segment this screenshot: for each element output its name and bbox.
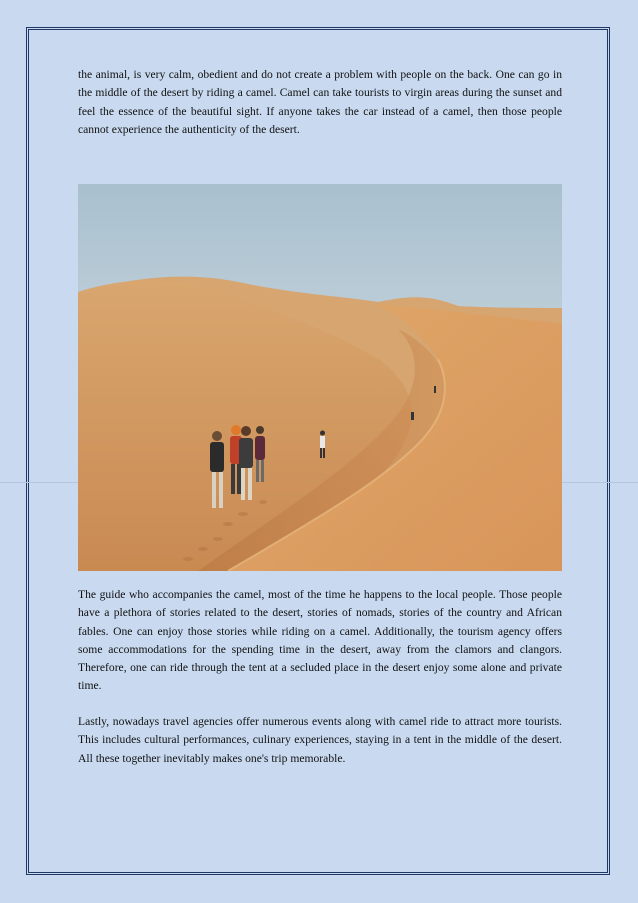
paragraph-1-text: the animal, is very calm, obedient and do not create a problem with people on the back. One can go in the middle of the desert by riding a camel. Camel can take tourists to virgin areas during the sunset and feel the essence of the beautiful sight. If anyone takes the car instead of a camel, then those people cannot experience the authenticity of the desert. xyxy=(78,68,562,136)
paragraph-3-text: Lastly, nowadays travel agencies offer numerous events along with camel ride to attract more tourists. This includes cultural performances, culinary experiences, staying in a tent in the middle of the desert. All these together inevitably makes one's trip memorable. xyxy=(78,715,562,765)
paragraph-2-text: The guide who accompanies the camel, most of the time he happens to the local people. Those people have a plethora of stories related to the desert, stories of nomads, stories of the country and African fables. One can enjoy those stories while riding on a camel. Additionally, the tourism agency offers some accommodations for the spending time in the desert, away from the clamors and clangors. Therefore, one can ride through the tent at a secluded place in the desert enjoy some alone and private time. xyxy=(78,588,562,693)
desert-photo xyxy=(78,184,562,571)
paragraph-1 xyxy=(78,66,562,139)
paragraph-2 xyxy=(78,586,562,696)
paragraph-3 xyxy=(78,713,562,768)
